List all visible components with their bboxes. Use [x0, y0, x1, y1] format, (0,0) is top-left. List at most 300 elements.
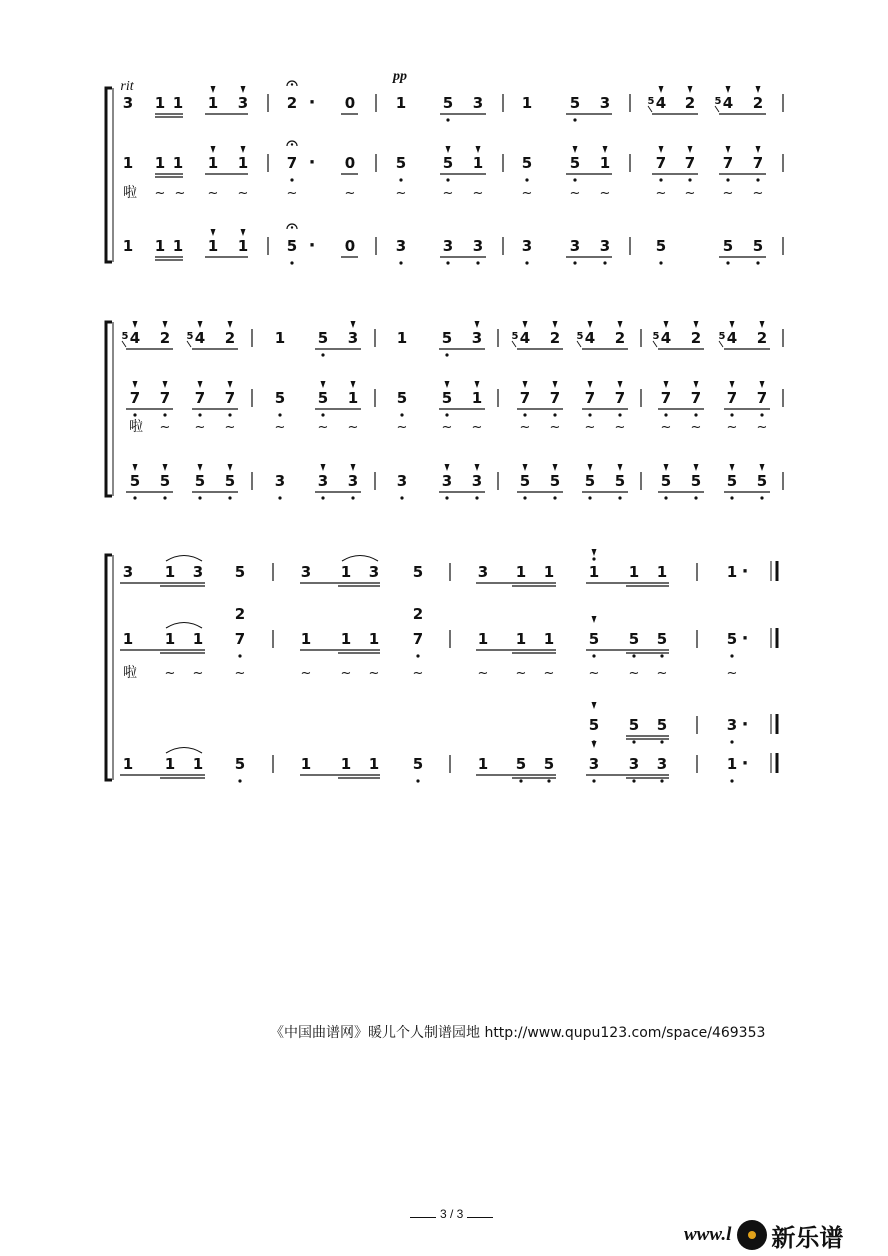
- lyric-wave: ~: [756, 420, 768, 435]
- octave-dot-low: [228, 413, 231, 416]
- note: 7: [286, 154, 298, 172]
- note: 1: [340, 630, 352, 648]
- note: 5: [441, 389, 453, 407]
- lyric-wave: ~: [628, 666, 640, 681]
- note: 7: [722, 154, 734, 172]
- lyric-wave: ~: [519, 420, 531, 435]
- note: 4: [660, 329, 672, 347]
- octave-dot-low: [133, 496, 136, 499]
- note: 1: [154, 237, 166, 255]
- octave-dot-high: [592, 557, 595, 560]
- accent-mark: [592, 702, 597, 709]
- note: 1: [726, 755, 738, 773]
- note: 1: [543, 563, 555, 581]
- note: 3: [599, 94, 611, 112]
- accent-mark: [726, 146, 731, 153]
- octave-dot-low: [588, 413, 591, 416]
- note: 7: [194, 389, 206, 407]
- accent-mark: [198, 321, 203, 328]
- note: 3: [471, 472, 483, 490]
- note: 5: [726, 630, 738, 648]
- footer-credit: 《中国曲谱网》暖儿个人制谱园地 http://www.qupu123.com/space/469353: [270, 1025, 766, 1041]
- system-bracket: [106, 322, 112, 496]
- lyric-wave: ~: [395, 186, 407, 201]
- octave-dot-low: [592, 654, 595, 657]
- note: 3: [471, 329, 483, 347]
- note: 3: [347, 472, 359, 490]
- accent-mark: [588, 321, 593, 328]
- accent-mark: [553, 321, 558, 328]
- note: 0: [344, 94, 356, 112]
- note: 2: [756, 329, 768, 347]
- lyric-wave: ~: [569, 186, 581, 201]
- octave-dot-low: [133, 413, 136, 416]
- octave-dot-low: [400, 496, 403, 499]
- lyric-wave: ~: [347, 420, 359, 435]
- accent-mark: [664, 464, 669, 471]
- note: 3: [726, 716, 738, 734]
- lyric-wave: ~: [237, 186, 249, 201]
- accent-mark: [198, 464, 203, 471]
- octave-dot-low: [445, 496, 448, 499]
- note: 5: [412, 563, 424, 581]
- note: 1: [164, 630, 176, 648]
- note: 5: [317, 389, 329, 407]
- note: 5: [395, 154, 407, 172]
- accent-mark: [163, 321, 168, 328]
- accent-mark: [475, 381, 480, 388]
- note: 5: [660, 472, 672, 490]
- accent-mark: [351, 321, 356, 328]
- system-bracket: [106, 555, 112, 780]
- note: 5: [234, 563, 246, 581]
- note: 5: [656, 630, 668, 648]
- note: 1: [154, 94, 166, 112]
- lyric-wave: ~: [599, 186, 611, 201]
- note: 2: [614, 329, 626, 347]
- accent-mark: [321, 381, 326, 388]
- accent-mark: [211, 146, 216, 153]
- accent-mark: [523, 321, 528, 328]
- note: 3: [472, 94, 484, 112]
- note: 1: [340, 563, 352, 581]
- octave-dot-low: [632, 779, 635, 782]
- note: 5: [752, 237, 764, 255]
- lyric-wave: ~: [286, 186, 298, 201]
- note: 1: [122, 237, 134, 255]
- note: 5: [614, 472, 626, 490]
- octave-dot-low: [400, 413, 403, 416]
- accent-mark: [133, 381, 138, 388]
- octave-dot-low: [694, 413, 697, 416]
- octave-dot-low: [632, 654, 635, 657]
- lyric-wave: ~: [543, 666, 555, 681]
- note: 1: [543, 630, 555, 648]
- octave-dot-low: [664, 413, 667, 416]
- note: 1: [192, 755, 204, 773]
- note: 3: [472, 237, 484, 255]
- octave-dot-low: [321, 353, 324, 356]
- note: 3: [274, 472, 286, 490]
- accent-mark: [664, 381, 669, 388]
- octave-dot-low: [660, 740, 663, 743]
- note: 2: [549, 329, 561, 347]
- grace-note: 5: [647, 96, 655, 107]
- note: 4: [129, 329, 141, 347]
- octave-dot-low: [416, 779, 419, 782]
- slur: [342, 556, 378, 562]
- note: 7: [756, 389, 768, 407]
- note: 1: [122, 154, 134, 172]
- note: 2: [286, 94, 298, 112]
- note: 3: [192, 563, 204, 581]
- octave-dot-low: [588, 496, 591, 499]
- octave-dot-low: [603, 261, 606, 264]
- lyric-wave: ~: [368, 666, 380, 681]
- lyric-wave: ~: [159, 420, 171, 435]
- accent-mark: [351, 381, 356, 388]
- octave-dot-low: [730, 413, 733, 416]
- accent-mark: [211, 229, 216, 236]
- lyric-wave: ~: [752, 186, 764, 201]
- note: 2: [224, 329, 236, 347]
- fermata-dot: [291, 83, 293, 85]
- note: 7: [752, 154, 764, 172]
- note: 1: [207, 94, 219, 112]
- lyric-wave: ~: [412, 666, 424, 681]
- octave-dot-low: [525, 178, 528, 181]
- note: 0: [344, 237, 356, 255]
- note: 5: [442, 154, 454, 172]
- note: 1: [368, 755, 380, 773]
- note: 1: [472, 154, 484, 172]
- octave-dot-low: [523, 496, 526, 499]
- accent-mark: [211, 86, 216, 93]
- lyric-wave: ~: [660, 420, 672, 435]
- accent-mark: [476, 146, 481, 153]
- lyric-la: 啦: [123, 665, 137, 681]
- accent-mark: [756, 86, 761, 93]
- octave-dot-low: [446, 261, 449, 264]
- octave-dot-low: [573, 261, 576, 264]
- note: 3: [599, 237, 611, 255]
- accent-mark: [603, 146, 608, 153]
- grace-note: 5: [714, 96, 722, 107]
- note: 2: [690, 329, 702, 347]
- accent-mark: [241, 86, 246, 93]
- accent-mark: [523, 464, 528, 471]
- note: 1: [207, 154, 219, 172]
- note: 5: [194, 472, 206, 490]
- octave-dot-low: [399, 261, 402, 264]
- note: 7: [234, 630, 246, 648]
- octave-dot-low: [660, 654, 663, 657]
- accent-mark: [694, 381, 699, 388]
- note: 3: [122, 563, 134, 581]
- accent-mark: [730, 381, 735, 388]
- note: 5: [274, 389, 286, 407]
- note: 3: [477, 563, 489, 581]
- accent-mark: [688, 146, 693, 153]
- lyric-wave: ~: [684, 186, 696, 201]
- accent-mark: [618, 321, 623, 328]
- octave-dot-low: [659, 178, 662, 181]
- octave-dot-low: [659, 261, 662, 264]
- octave-dot-low: [726, 261, 729, 264]
- note: 7: [726, 389, 738, 407]
- pp-marking: pp: [393, 69, 407, 84]
- lyric-wave: ~: [194, 420, 206, 435]
- note: 3: [237, 94, 249, 112]
- note: 1: [628, 563, 640, 581]
- augmentation-dot: ·: [741, 628, 749, 649]
- lyric-wave: ~: [614, 420, 626, 435]
- octave-dot-low: [660, 779, 663, 782]
- note: 3: [588, 755, 600, 773]
- octave-dot-low: [553, 413, 556, 416]
- note: 3: [521, 237, 533, 255]
- note: 1: [164, 755, 176, 773]
- octave-dot-low: [573, 178, 576, 181]
- accent-mark: [688, 86, 693, 93]
- lyric-wave: ~: [655, 186, 667, 201]
- accent-mark: [523, 381, 528, 388]
- octave-dot-low: [238, 779, 241, 782]
- octave-dot-low: [694, 496, 697, 499]
- lyric-wave: ~: [317, 420, 329, 435]
- note: 1: [726, 563, 738, 581]
- lyric-wave: ~: [192, 666, 204, 681]
- accent-mark: [553, 381, 558, 388]
- note: 1: [164, 563, 176, 581]
- note: 5: [690, 472, 702, 490]
- lyric-wave: ~: [726, 420, 738, 435]
- note: 1: [207, 237, 219, 255]
- note: 5: [396, 389, 408, 407]
- lyric-wave: ~: [656, 666, 668, 681]
- accent-mark: [756, 146, 761, 153]
- lyric-wave: ~: [274, 420, 286, 435]
- lyric-wave: ~: [588, 666, 600, 681]
- note: 3: [368, 563, 380, 581]
- note: 5: [628, 716, 640, 734]
- note: 0: [344, 154, 356, 172]
- octave-dot-low: [760, 496, 763, 499]
- note: 7: [660, 389, 672, 407]
- note: 3: [317, 472, 329, 490]
- note: 1: [347, 389, 359, 407]
- note: 5: [656, 716, 668, 734]
- octave-dot-low: [476, 261, 479, 264]
- grace-note: 5: [186, 331, 194, 342]
- accent-mark: [163, 464, 168, 471]
- note: 4: [726, 329, 738, 347]
- note: 2: [159, 329, 171, 347]
- octave-dot-low: [321, 496, 324, 499]
- harmony-number: 2: [234, 605, 246, 623]
- note: 5: [519, 472, 531, 490]
- octave-dot-low: [618, 496, 621, 499]
- octave-dot-low: [730, 779, 733, 782]
- note: 3: [122, 94, 134, 112]
- accent-mark: [241, 146, 246, 153]
- octave-dot-low: [618, 413, 621, 416]
- octave-dot-low: [399, 178, 402, 181]
- lyric-wave: ~: [234, 666, 246, 681]
- lyric-wave: ~: [300, 666, 312, 681]
- octave-dot-low: [445, 353, 448, 356]
- octave-dot-low: [351, 496, 354, 499]
- grace-note: 5: [511, 331, 519, 342]
- note: 5: [317, 329, 329, 347]
- note: 5: [159, 472, 171, 490]
- note: 1: [192, 630, 204, 648]
- accent-mark: [730, 464, 735, 471]
- note: 1: [521, 94, 533, 112]
- octave-dot-low: [445, 413, 448, 416]
- grace-note: 5: [652, 331, 660, 342]
- system-bracket: [106, 88, 112, 262]
- octave-dot-low: [163, 413, 166, 416]
- lyric-wave: ~: [515, 666, 527, 681]
- note: 7: [549, 389, 561, 407]
- lyric-wave: ~: [174, 186, 186, 201]
- octave-dot-low: [730, 496, 733, 499]
- page-number: 3 / 3: [410, 1207, 493, 1221]
- accent-mark: [445, 381, 450, 388]
- logo-name: 新乐谱: [771, 1223, 844, 1252]
- octave-dot-low: [553, 496, 556, 499]
- note: 1: [300, 630, 312, 648]
- note: 3: [395, 237, 407, 255]
- lyric-wave: ~: [154, 186, 166, 201]
- accent-mark: [592, 616, 597, 623]
- augmentation-dot: ·: [308, 235, 316, 256]
- grace-note: 5: [718, 331, 726, 342]
- note: 5: [584, 472, 596, 490]
- accent-mark: [133, 321, 138, 328]
- octave-dot-low: [523, 413, 526, 416]
- lyric-wave: ~: [690, 420, 702, 435]
- octave-dot-low: [198, 496, 201, 499]
- accent-mark: [694, 464, 699, 471]
- octave-dot-low: [446, 178, 449, 181]
- octave-dot-low: [228, 496, 231, 499]
- lyric-wave: ~: [207, 186, 219, 201]
- octave-dot-low: [730, 654, 733, 657]
- accent-mark: [475, 321, 480, 328]
- note: 7: [684, 154, 696, 172]
- accent-mark: [592, 549, 597, 556]
- octave-dot-low: [525, 261, 528, 264]
- note: 1: [368, 630, 380, 648]
- note: 7: [224, 389, 236, 407]
- accent-mark: [321, 464, 326, 471]
- note: 4: [194, 329, 206, 347]
- note: 3: [656, 755, 668, 773]
- note: 5: [234, 755, 246, 773]
- note: 7: [159, 389, 171, 407]
- note: 3: [347, 329, 359, 347]
- note: 1: [599, 154, 611, 172]
- octave-dot-low: [475, 496, 478, 499]
- note: 7: [614, 389, 626, 407]
- accent-mark: [475, 464, 480, 471]
- note: 4: [584, 329, 596, 347]
- octave-dot-low: [290, 261, 293, 264]
- site-logo: [684, 1214, 888, 1256]
- note: 7: [655, 154, 667, 172]
- lyric-wave: ~: [549, 420, 561, 435]
- accent-mark: [133, 464, 138, 471]
- accent-mark: [694, 321, 699, 328]
- octave-dot-low: [416, 654, 419, 657]
- note: 5: [628, 630, 640, 648]
- accent-mark: [659, 86, 664, 93]
- octave-dot-low: [730, 740, 733, 743]
- octave-dot-low: [632, 740, 635, 743]
- logo-url: www.l: [684, 1224, 732, 1245]
- octave-dot-low: [290, 178, 293, 181]
- slur: [166, 623, 202, 629]
- octave-dot-low: [278, 413, 281, 416]
- lyric-la: 啦: [123, 185, 137, 201]
- note: 7: [129, 389, 141, 407]
- lyric-la: 啦: [129, 419, 143, 435]
- octave-dot-low: [278, 496, 281, 499]
- octave-dot-low: [547, 779, 550, 782]
- accent-mark: [730, 321, 735, 328]
- lyric-wave: ~: [344, 186, 356, 201]
- note: 1: [477, 630, 489, 648]
- note: 5: [286, 237, 298, 255]
- note: 7: [584, 389, 596, 407]
- lyric-wave: ~: [442, 186, 454, 201]
- note: 5: [441, 329, 453, 347]
- grace-note: 5: [576, 331, 584, 342]
- lyric-wave: ~: [726, 666, 738, 681]
- lyric-wave: ~: [441, 420, 453, 435]
- lyric-wave: ~: [224, 420, 236, 435]
- octave-dot-low: [756, 178, 759, 181]
- augmentation-dot: ·: [741, 753, 749, 774]
- note: 5: [521, 154, 533, 172]
- accent-mark: [588, 381, 593, 388]
- accent-mark: [726, 86, 731, 93]
- accent-mark: [760, 381, 765, 388]
- lyric-wave: ~: [722, 186, 734, 201]
- lyric-wave: ~: [521, 186, 533, 201]
- octave-dot-low: [321, 413, 324, 416]
- note: 3: [628, 755, 640, 773]
- note: 3: [569, 237, 581, 255]
- note: 5: [543, 755, 555, 773]
- accent-mark: [446, 146, 451, 153]
- accent-mark: [198, 381, 203, 388]
- lyric-wave: ~: [164, 666, 176, 681]
- note: 1: [237, 237, 249, 255]
- harmony-number: 2: [412, 605, 424, 623]
- note: 1: [300, 755, 312, 773]
- note: 5: [569, 94, 581, 112]
- note: 5: [549, 472, 561, 490]
- accent-mark: [241, 229, 246, 236]
- lyric-wave: ~: [340, 666, 352, 681]
- note: 1: [340, 755, 352, 773]
- note: 3: [300, 563, 312, 581]
- note: 1: [395, 94, 407, 112]
- note: 1: [237, 154, 249, 172]
